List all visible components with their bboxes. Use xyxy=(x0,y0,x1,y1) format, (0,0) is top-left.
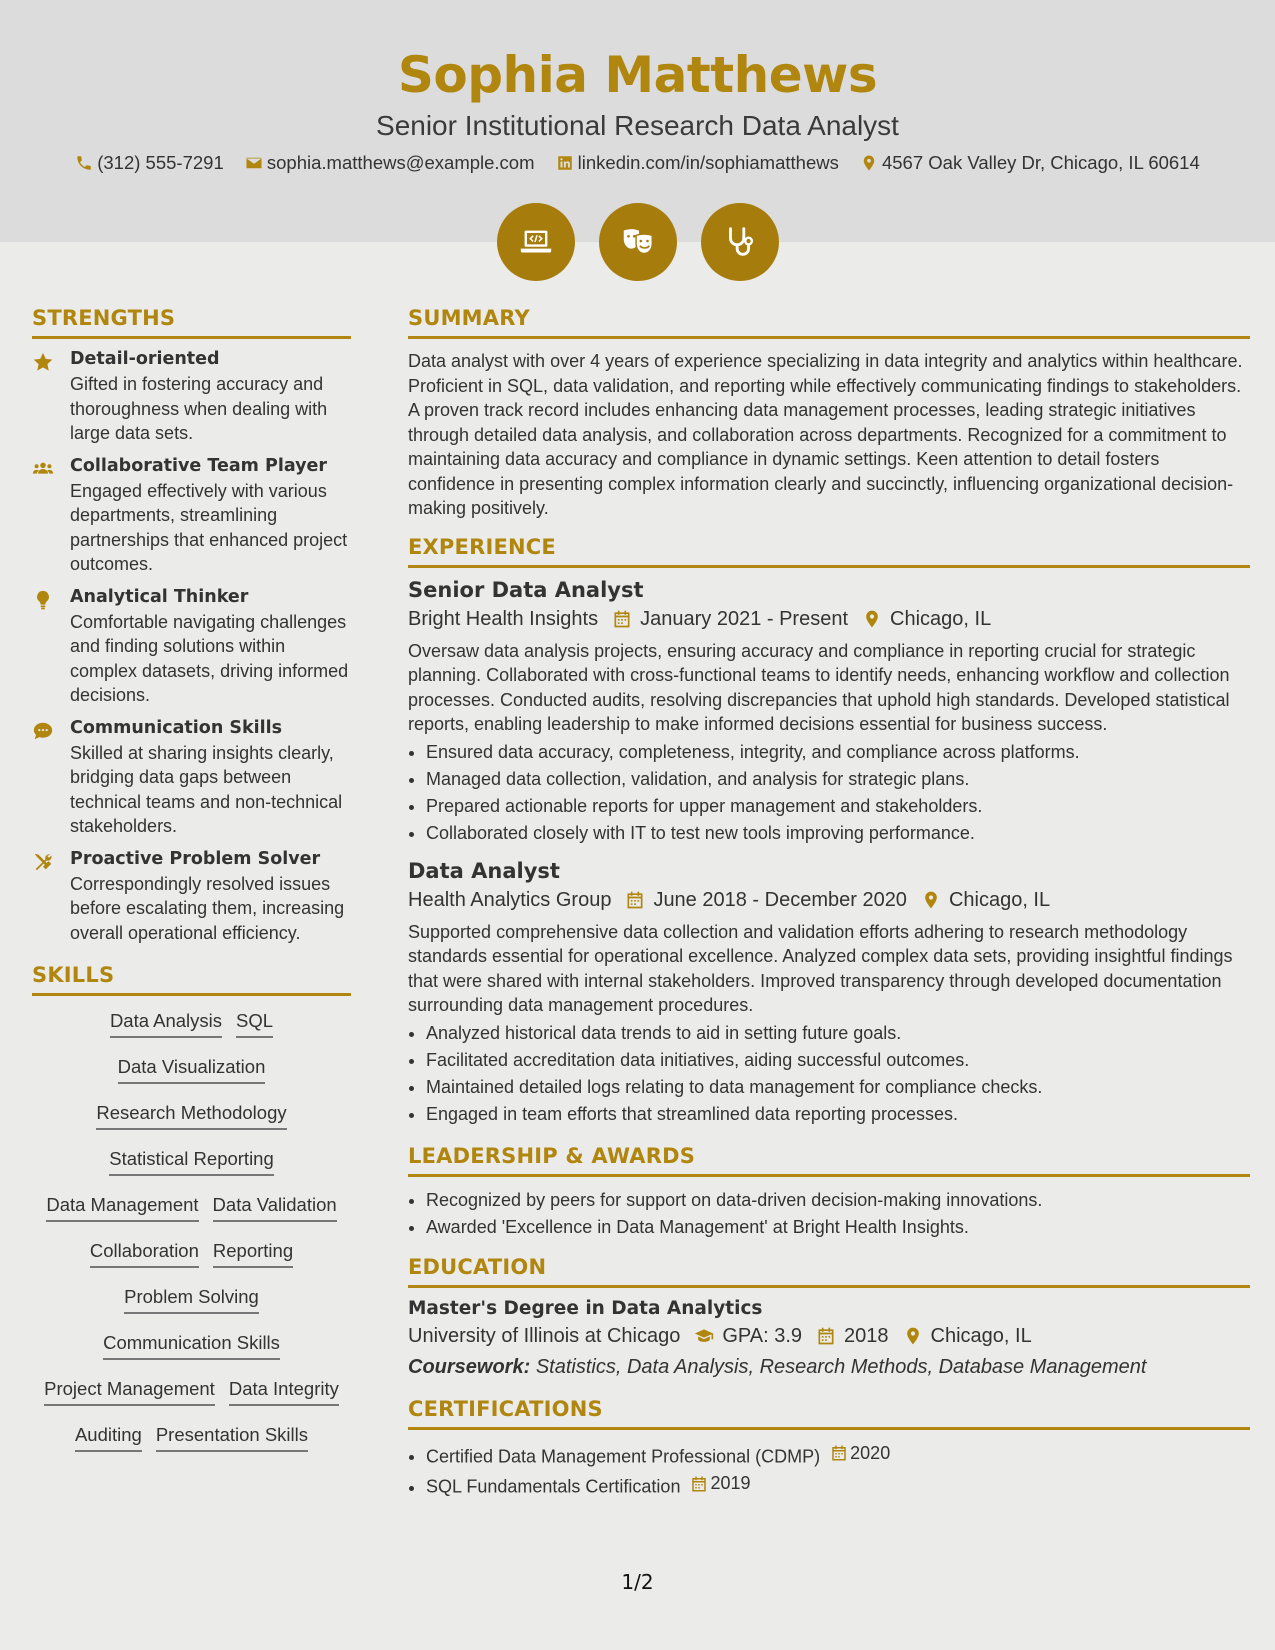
job-description: Supported comprehensive data collection and validation efforts adhering to research methodology standards essential for operational excellence. Analyzed complex data sets, providing insightful findings that were shared with internal stakeholders. Improved transparency through developed documentation surrounding data management procedures. xyxy=(408,921,1233,1015)
skill-tag: Presentation Skills xyxy=(156,1424,308,1452)
leadership-list xyxy=(408,1187,1250,1241)
education-heading: EDUCATION xyxy=(408,1255,1250,1288)
strengths-heading: STRENGTHS xyxy=(32,306,351,339)
skill-tag: Problem Solving xyxy=(124,1286,259,1314)
leadership-heading: LEADERSHIP & AWARDS xyxy=(408,1144,1250,1177)
strength-item xyxy=(32,587,351,708)
contact-address xyxy=(860,152,1200,174)
candidate-name: Sophia Matthews xyxy=(397,46,878,104)
calendar-icon xyxy=(816,1326,836,1346)
left-column xyxy=(32,306,351,1470)
skill-tag: Statistical Reporting xyxy=(109,1148,274,1176)
list-item: • Managed data collection, validation, and analysis for strategic plans. xyxy=(426,766,1250,793)
job-role: Data Analyst xyxy=(408,858,560,883)
strength-title: Analytical Thinker xyxy=(70,586,249,607)
list-item: • Maintained detailed logs relating to data management for compliance checks. xyxy=(426,1074,1250,1101)
map-marker-icon xyxy=(921,890,941,910)
envelope-icon xyxy=(245,154,263,172)
skills-heading: SKILLS xyxy=(32,963,351,996)
star-icon xyxy=(32,351,54,373)
summary-text: Data analyst with over 4 years of experience specializing in data integrity and analytics within healthcare. Proficient in SQL, data validation, and reporting while effectively communicating findings to stakeholders. A proven track record includes enhancing data management processes, leading strategic initiatives through detailed data analysis, and collaboration across departments. Recognized for a commitment to maintaining data accuracy and compliance in dynamic settings. Keen attention to detail fosters confidence in presenting complex information clearly and succinctly, influencing organizational decision-making positively. xyxy=(408,351,1243,518)
cert-name: SQL Fundamentals Certification xyxy=(426,1476,681,1497)
skill-tag: Data Integrity xyxy=(229,1378,339,1406)
linkedin-text: linkedin.com/in/sophiamatthews xyxy=(577,152,839,173)
skill-tag: SQL xyxy=(236,1010,273,1038)
job-entry xyxy=(408,859,1250,1128)
list-item: • Facilitated accreditation data initiatives, aiding successful outcomes. xyxy=(426,1047,1250,1074)
strength-item xyxy=(32,349,351,446)
email-text: sophia.matthews@example.com xyxy=(266,152,535,173)
cert-year: 2019 xyxy=(710,1473,751,1493)
job-entry xyxy=(408,578,1250,847)
right-column xyxy=(408,306,1250,1501)
certifications-list xyxy=(408,1440,1250,1501)
laptop-code-icon xyxy=(517,223,555,261)
coursework-text: Statistics, Data Analysis, Research Methods, Database Management xyxy=(535,1355,1147,1378)
job-role: Senior Data Analyst xyxy=(408,577,644,602)
skill-tag: Collaboration xyxy=(90,1240,199,1268)
phone-text: (312) 555-7291 xyxy=(97,152,224,173)
strength-item xyxy=(32,456,351,577)
job-description: Oversaw data analysis projects, ensuring accuracy and compliance in reporting crucial for strategic planning. Collaborated with cross-functional teams to identify needs, enhancing workflow and collection processes. Conducted audits, resolving discrepancies that uphold high standards. Developed statistical reports, enabling leadership to make informed decisions essential for business success. xyxy=(408,640,1230,734)
strength-title: Collaborative Team Player xyxy=(70,455,328,476)
education-gpa: GPA: 3.9 xyxy=(722,1324,803,1347)
laptop-code-circle xyxy=(497,203,575,281)
contact-bar xyxy=(0,152,1275,177)
job-company: Bright Health Insights xyxy=(408,607,599,630)
list-item: • Recognized by peers for support on data-driven decision-making innovations. xyxy=(426,1187,1250,1214)
phone-icon xyxy=(75,154,93,172)
strength-desc: Skilled at sharing insights clearly, bridging data gaps between technical teams and non-technical stakeholders. xyxy=(70,742,343,836)
map-marker-icon xyxy=(860,154,878,172)
skill-tag: Reporting xyxy=(213,1240,293,1268)
list-item xyxy=(426,1440,1250,1471)
address-text: 4567 Oak Valley Dr, Chicago, IL 60614 xyxy=(881,152,1200,173)
job-company: Health Analytics Group xyxy=(408,888,612,911)
calendar-icon xyxy=(625,890,645,910)
cert-year: 2020 xyxy=(850,1442,891,1463)
job-bullets xyxy=(408,1020,1250,1128)
contact-linkedin[interactable] xyxy=(556,152,839,174)
coursework-label: Coursework: xyxy=(408,1355,531,1378)
strength-title: Communication Skills xyxy=(70,717,283,738)
calendar-icon xyxy=(690,1475,708,1493)
education-location: Chicago, IL xyxy=(930,1324,1032,1347)
summary-heading: SUMMARY xyxy=(408,306,1250,339)
education-degree: Master's Degree in Data Analytics xyxy=(408,1297,763,1319)
theater-masks-icon xyxy=(619,223,657,261)
list-item: • Analyzed historical data trends to aid in setting future goals. xyxy=(426,1020,1250,1047)
stethoscope-circle xyxy=(701,203,779,281)
skill-tag: Auditing xyxy=(75,1424,142,1452)
tools-icon xyxy=(32,851,54,873)
skill-tag: Data Management xyxy=(46,1194,198,1222)
stethoscope-icon xyxy=(721,223,759,261)
strength-desc: Correspondingly resolved issues before escalating them, increasing overall operational efficiency. xyxy=(70,873,345,943)
job-bullets xyxy=(408,739,1250,847)
map-marker-icon xyxy=(862,609,882,629)
skill-tag: Data Visualization xyxy=(118,1056,266,1084)
skill-tag: Research Methodology xyxy=(96,1102,286,1130)
list-item: • Prepared actionable reports for upper management and stakeholders. xyxy=(426,793,1250,820)
skill-tag: Data Validation xyxy=(213,1194,337,1222)
job-dates: January 2021 - Present xyxy=(640,607,849,630)
skill-tag: Communication Skills xyxy=(103,1332,280,1360)
strength-item xyxy=(32,718,351,839)
education-school: University of Illinois at Chicago xyxy=(408,1324,681,1347)
strength-title: Proactive Problem Solver xyxy=(70,848,321,869)
theater-masks-circle xyxy=(599,203,677,281)
list-item: • Ensured data accuracy, completeness, integrity, and compliance across platforms. xyxy=(426,739,1250,766)
job-dates: June 2018 - December 2020 xyxy=(653,888,907,911)
job-meta xyxy=(408,889,1250,912)
job-meta xyxy=(408,608,1250,631)
graduation-cap-icon xyxy=(694,1326,714,1346)
skill-tag: Project Management xyxy=(44,1378,215,1406)
strength-desc: Engaged effectively with various departments, streamlining partnerships that enhanced project outcomes. xyxy=(70,480,348,574)
certifications-heading: CERTIFICATIONS xyxy=(408,1397,1250,1430)
calendar-icon xyxy=(830,1444,848,1462)
list-item: • Awarded 'Excellence in Data Management' at Bright Health Insights. xyxy=(426,1214,1250,1241)
education-meta xyxy=(408,1325,1250,1348)
cert-name: Certified Data Management Professional (CDMP) xyxy=(426,1446,821,1466)
skills-list xyxy=(32,1010,351,1470)
job-location: Chicago, IL xyxy=(890,607,992,630)
lightbulb-icon xyxy=(32,589,54,611)
map-marker-icon xyxy=(903,1326,923,1346)
interest-icons xyxy=(0,203,1275,281)
strength-item xyxy=(32,849,351,946)
education-year: 2018 xyxy=(844,1324,889,1347)
strength-desc: Comfortable navigating challenges and finding solutions within complex datasets, driving informed decisions. xyxy=(70,611,349,705)
list-item: • Engaged in team efforts that streamlined data reporting processes. xyxy=(426,1101,1250,1128)
experience-heading: EXPERIENCE xyxy=(408,535,1250,568)
strength-title: Detail-oriented xyxy=(70,349,220,369)
list-item xyxy=(426,1470,1250,1501)
contact-email[interactable] xyxy=(245,152,535,174)
contact-phone[interactable] xyxy=(75,152,224,174)
page-number: 1/2 xyxy=(621,1570,654,1594)
list-item: • Collaborated closely with IT to test new tools improving performance. xyxy=(426,820,1250,847)
calendar-icon xyxy=(612,609,632,629)
linkedin-icon xyxy=(556,154,574,172)
strength-desc: Gifted in fostering accuracy and thoroughness when dealing with large data sets. xyxy=(70,374,328,443)
comment-icon xyxy=(32,720,54,742)
job-location: Chicago, IL xyxy=(948,888,1051,911)
coursework xyxy=(408,1356,1250,1379)
users-icon xyxy=(32,458,54,480)
skill-tag: Data Analysis xyxy=(110,1010,222,1038)
job-title: Senior Institutional Research Data Analyst xyxy=(376,110,899,141)
